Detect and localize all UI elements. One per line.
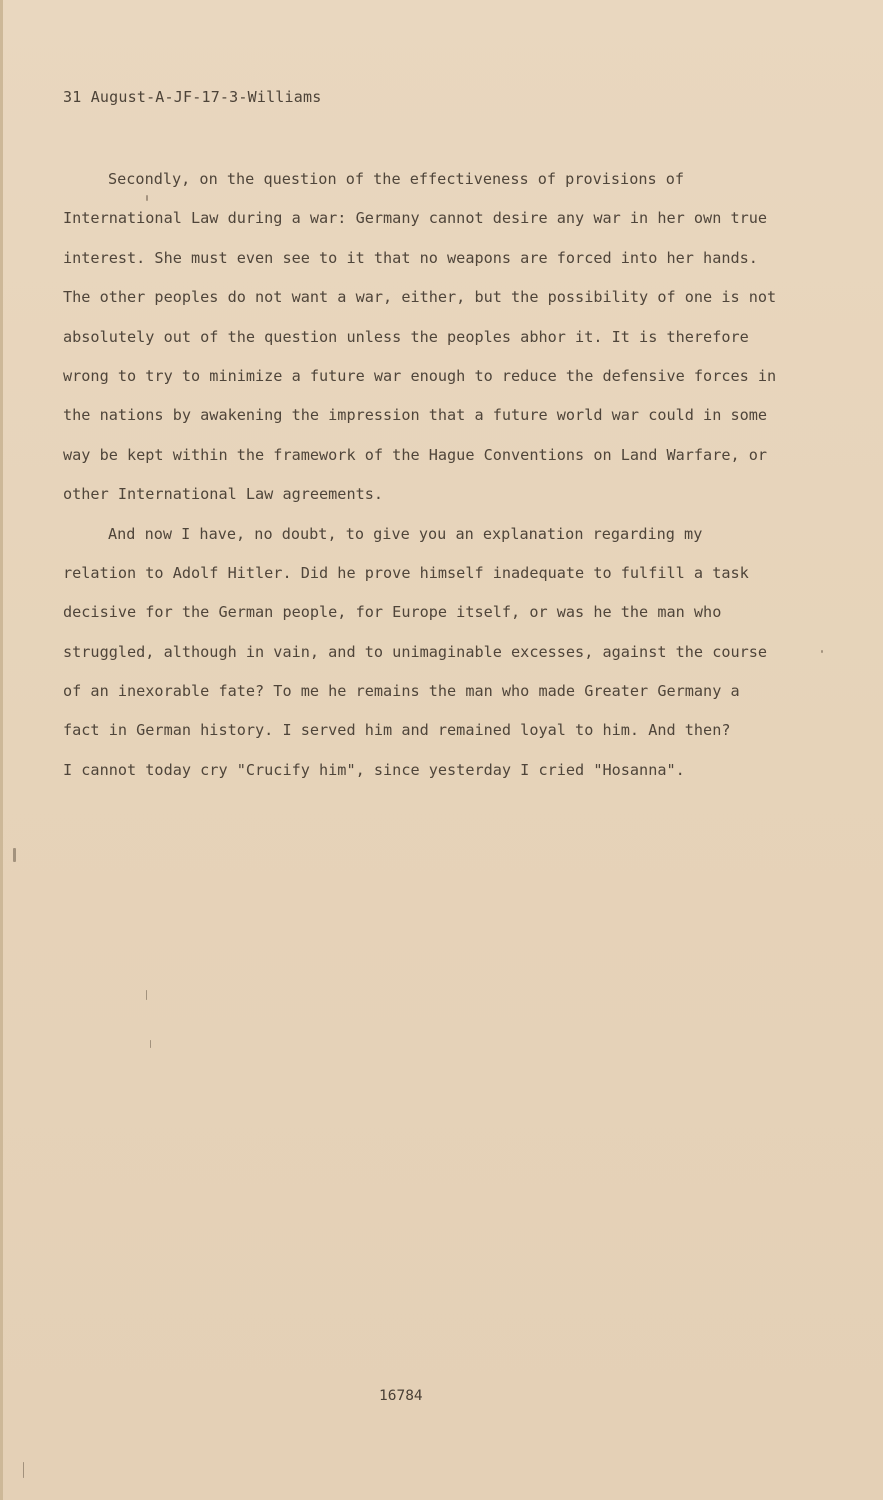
document-header: 31 August-A-JF-17-3-Williams [63, 88, 322, 106]
text-line: decisive for the German people, for Europe itself, or was he the man who [63, 603, 722, 622]
text-line: absolutely out of the question unless the peoples abhor it. It is therefore [63, 327, 749, 346]
paper-speck [23, 1462, 24, 1478]
text-line: International Law during a war: Germany cannot desire any war in her own true [63, 209, 768, 228]
text-line: of an inexorable fate? To me he remains the man who made Greater Germany a [63, 682, 740, 701]
text-line: And now I have, no doubt, to give you an explanation regarding my [108, 524, 703, 543]
text-line: wrong to try to minimize a future war enough to reduce the defensive forces in [63, 366, 777, 385]
text-line: struggled, although in vain, and to unimaginable excesses, against the course [63, 642, 768, 661]
document-body [63, 160, 823, 790]
text-line: I cannot today cry "Crucify him", since yesterday I cried "Hosanna". [63, 760, 685, 779]
page-number: 16784 [379, 1388, 423, 1404]
paper-speck [13, 848, 16, 862]
paper-speck [146, 990, 147, 1000]
paper-speck [821, 650, 823, 653]
paper-speck [150, 1040, 151, 1048]
paper-speck [146, 195, 148, 201]
text-line: Secondly, on the question of the effectiveness of provisions of [108, 170, 685, 188]
text-line: fact in German history. I served him and remained loyal to him. And then? [63, 721, 731, 740]
text-line: other International Law agreements. [63, 485, 384, 504]
text-line: relation to Adolf Hitler. Did he prove himself inadequate to fulfill a task [63, 563, 749, 582]
text-line: way be kept within the framework of the Hague Conventions on Land Warfare, or [63, 445, 768, 464]
text-line: The other peoples do not want a war, either, but the possibility of one is not [63, 288, 777, 307]
text-line: interest. She must even see to it that no weapons are forced into her hands. [63, 248, 758, 267]
text-line: the nations by awakening the impression that a future world war could in some [63, 406, 768, 425]
